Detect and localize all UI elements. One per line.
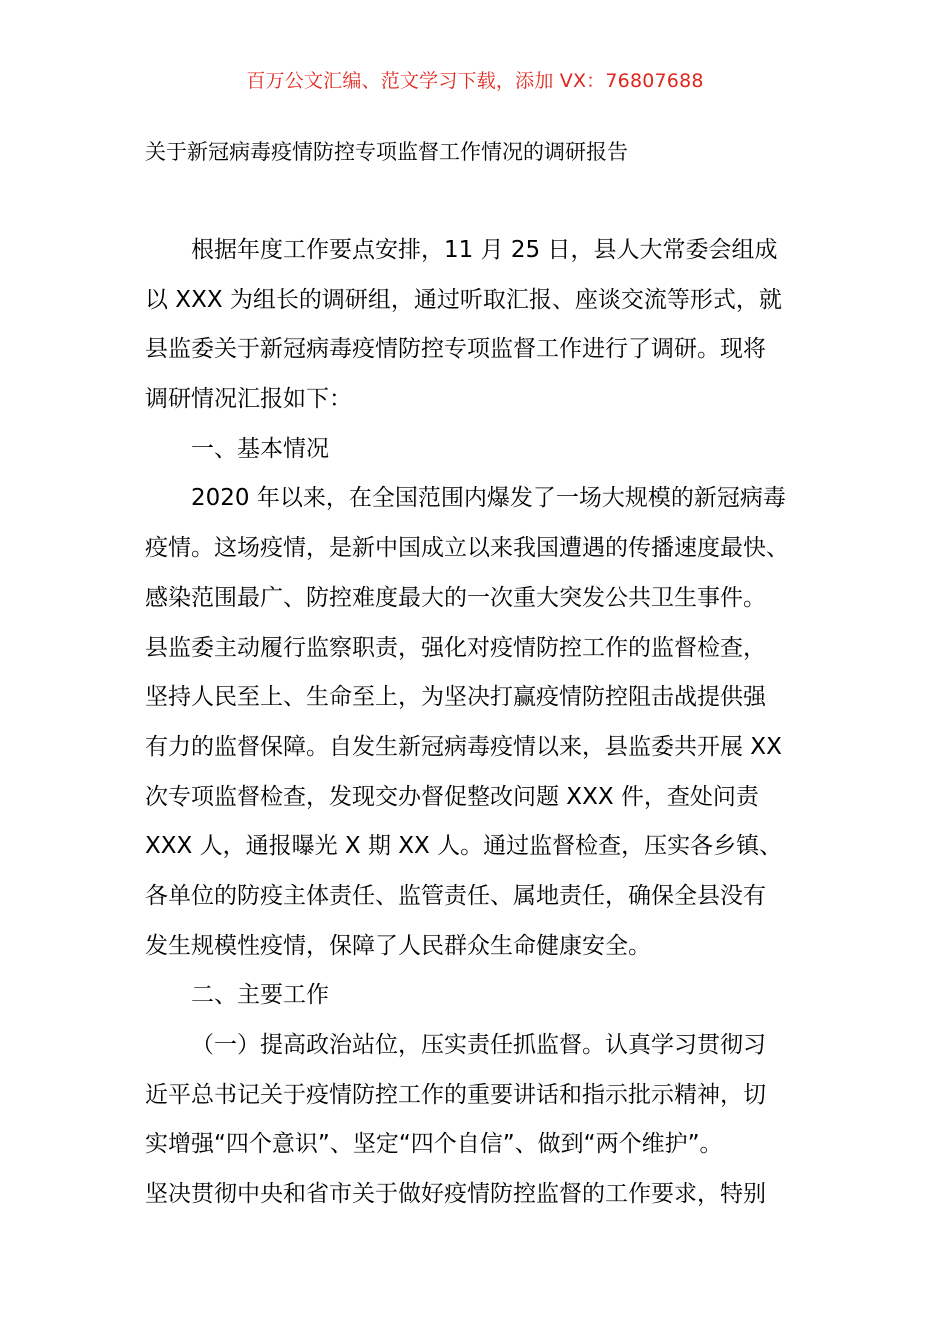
body-line: 以 XXX 为组长的调研组，通过听取汇报、座谈交流等形式，就: [145, 286, 782, 313]
body-line: 县监委关于新冠病毒疫情防控专项监督工作进行了调研。现将: [145, 336, 766, 363]
body-line: 感染范围最广、防控难度最大的一次重大突发公共卫生事件。: [145, 584, 766, 611]
body-line: 根据年度工作要点安排，11 月 25 日，县人大常委会组成: [191, 237, 778, 263]
body-line: 有力的监督保障。自发生新冠病毒疫情以来，县监委共开展 XX: [145, 733, 782, 760]
body-line: 次专项监督检查，发现交办督促整改问题 XXX 件，查处问责: [145, 783, 759, 810]
body-line: 各单位的防疫主体责任、监管责任、属地责任，确保全县没有: [145, 882, 766, 909]
body-line: 疫情。这场疫情，是新中国成立以来我国遭遇的传播速度最快、: [145, 535, 789, 562]
body-line: 调研情况汇报如下：: [145, 386, 352, 413]
document-title: 关于新冠病毒疫情防控专项监督工作情况的调研报告: [145, 140, 628, 164]
body-line: 近平总书记关于疫情防控工作的重要讲话和指示批示精神，切: [145, 1081, 766, 1108]
body-line: 2020 年以来，在全国范围内爆发了一场大规模的新冠病毒: [191, 485, 786, 512]
body-line: 实增强“四个意识”、坚定“四个自信”、做到“两个维护”。: [145, 1131, 723, 1158]
document-body: [145, 226, 815, 1220]
watermark-header: 百万公文汇编、范文学习下载，添加 VX：76807688: [246, 70, 704, 92]
section-heading: 二、主要工作: [191, 982, 329, 1009]
body-line: XXX 人，通报曝光 X 期 XX 人。通过监督检查，压实各乡镇、: [145, 833, 783, 860]
body-line: 发生规模性疫情，保障了人民群众生命健康安全。: [145, 932, 651, 959]
section-heading: 一、基本情况: [191, 435, 329, 462]
body-line: （一）提高政治站位，压实责任抓监督。认真学习贯彻习: [191, 1032, 766, 1058]
body-line: 坚持人民至上、生命至上，为坚决打赢疫情防控阻击战提供强: [145, 684, 766, 711]
body-line: 坚决贯彻中央和省市关于做好疫情防控监督的工作要求，特别: [145, 1181, 766, 1208]
body-line: 县监委主动履行监察职责，强化对疫情防控工作的监督检查，: [145, 634, 766, 661]
